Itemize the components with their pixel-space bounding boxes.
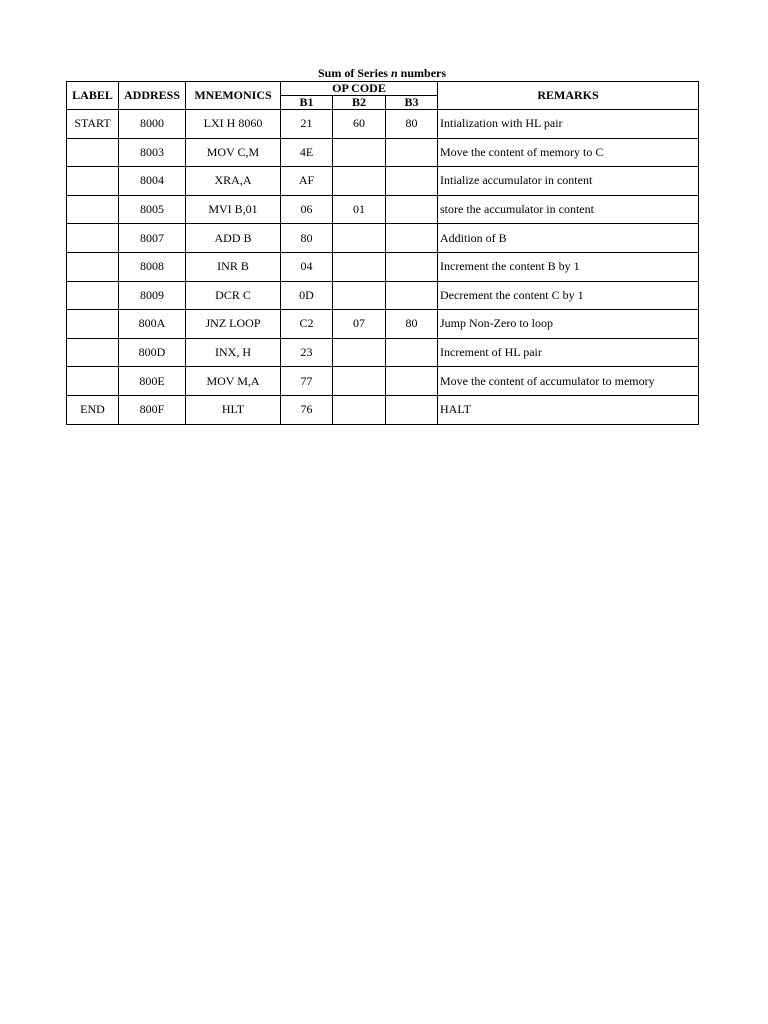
table-row [67,395,699,424]
cell-label [67,367,119,396]
program-body [67,110,699,425]
cell-address: 8009 [119,281,186,310]
cell-label [67,338,119,367]
cell-label [67,281,119,310]
cell-address: 800A [119,310,186,339]
cell-b2: 01 [333,195,386,224]
cell-b1: 77 [281,367,333,396]
cell-mnemonic: ADD B [186,224,281,253]
cell-b3 [386,281,438,310]
cell-b3 [386,395,438,424]
table-row [67,252,699,281]
cell-label [67,310,119,339]
cell-b1: AF [281,167,333,196]
cell-b3: 80 [386,310,438,339]
table-row [67,338,699,367]
cell-mnemonic: DCR C [186,281,281,310]
cell-b3 [386,167,438,196]
cell-mnemonic: MOV C,M [186,138,281,167]
cell-remark: Intialize accumulator in content [438,167,699,196]
cell-b2 [333,138,386,167]
cell-b2 [333,224,386,253]
cell-remark: Move the content of accumulator to memory [438,367,699,396]
cell-remark: Move the content of memory to C [438,138,699,167]
cell-address: 8003 [119,138,186,167]
cell-label [67,167,119,196]
header-row-top [67,82,699,96]
cell-b3 [386,195,438,224]
cell-b3 [386,138,438,167]
cell-b1: 21 [281,110,333,139]
header-remarks: REMARKS [438,82,699,110]
cell-address: 800D [119,338,186,367]
cell-remark: Intialization with HL pair [438,110,699,139]
cell-label [67,224,119,253]
table-row [67,195,699,224]
title-suffix: numbers [397,66,447,80]
cell-b2 [333,367,386,396]
cell-b3 [386,338,438,367]
program-table [66,81,699,425]
cell-b1: 04 [281,252,333,281]
cell-remark: Jump Non-Zero to loop [438,310,699,339]
table-row [67,138,699,167]
cell-b2 [333,395,386,424]
title-variable: n [390,66,398,80]
cell-remark: HALT [438,395,699,424]
cell-b1: 23 [281,338,333,367]
header-b2: B2 [333,96,386,110]
cell-mnemonic: MOV M,A [186,367,281,396]
header-b1: B1 [281,96,333,110]
cell-remark: Decrement the content C by 1 [438,281,699,310]
cell-mnemonic: LXI H 8060 [186,110,281,139]
cell-remark: Addition of B [438,224,699,253]
cell-address: 800F [119,395,186,424]
table-row [67,110,699,139]
cell-label: END [67,395,119,424]
cell-address: 8004 [119,167,186,196]
table-row [67,367,699,396]
header-address: ADDRESS [119,82,186,110]
table-row [67,167,699,196]
cell-mnemonic: MVI B,01 [186,195,281,224]
cell-b1: 4E [281,138,333,167]
title-prefix: Sum of Series [317,66,388,80]
cell-b3: 80 [386,110,438,139]
cell-label [67,252,119,281]
cell-b1: 0D [281,281,333,310]
table-row [67,224,699,253]
cell-mnemonic: HLT [186,395,281,424]
cell-address: 8008 [119,252,186,281]
header-mnemonics: MNEMONICS [186,82,281,110]
cell-b3 [386,224,438,253]
cell-address: 8007 [119,224,186,253]
cell-label [67,195,119,224]
cell-label [67,138,119,167]
cell-label: START [67,110,119,139]
cell-b1: 06 [281,195,333,224]
cell-b1: C2 [281,310,333,339]
cell-b1: 76 [281,395,333,424]
cell-mnemonic: INR B [186,252,281,281]
page-title [66,66,698,80]
cell-remark: Increment the content B by 1 [438,252,699,281]
table-row [67,281,699,310]
cell-mnemonic: JNZ LOOP [186,310,281,339]
header-label: LABEL [67,82,119,110]
cell-b3 [386,252,438,281]
cell-b2 [333,252,386,281]
cell-remark: Increment of HL pair [438,338,699,367]
cell-remark: store the accumulator in content [438,195,699,224]
table-row [67,310,699,339]
cell-b2: 60 [333,110,386,139]
cell-b2 [333,281,386,310]
cell-mnemonic: INX, H [186,338,281,367]
cell-mnemonic: XRA,A [186,167,281,196]
cell-address: 8000 [119,110,186,139]
header-opcode: OP CODE [281,82,438,96]
cell-b2 [333,167,386,196]
cell-address: 800E [119,367,186,396]
cell-address: 8005 [119,195,186,224]
cell-b1: 80 [281,224,333,253]
cell-b2: 07 [333,310,386,339]
cell-b3 [386,367,438,396]
header-b3: B3 [386,96,438,110]
cell-b2 [333,338,386,367]
